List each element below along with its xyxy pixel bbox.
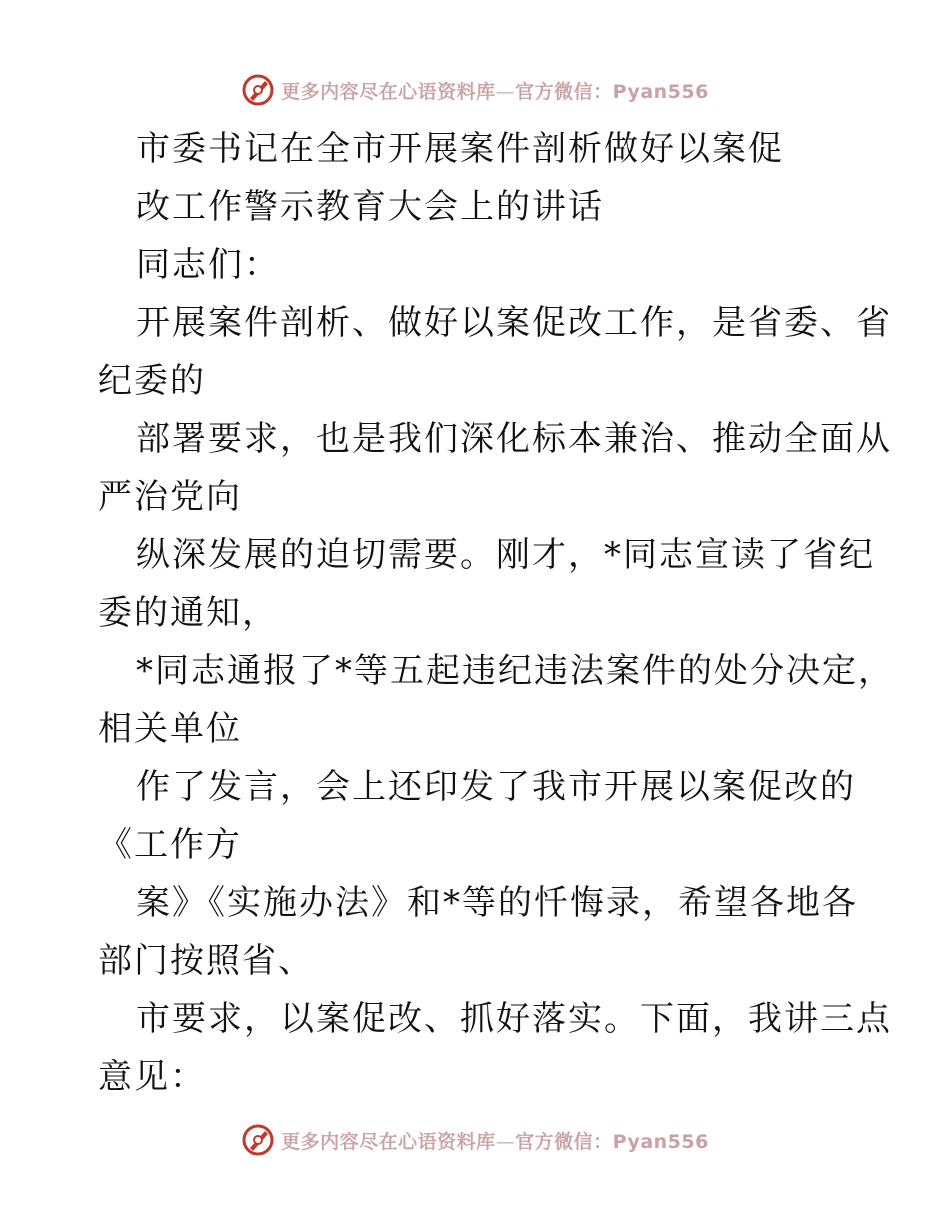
body-line: 纪委的 bbox=[98, 361, 206, 401]
header-banner-separator: — bbox=[495, 80, 516, 103]
footer-banner-text bbox=[281, 1127, 709, 1154]
body-line: *同志通报了*等五起违纪违法案件的处分决定， bbox=[136, 651, 894, 691]
body-line: 市要求，以案促改、抓好落实。下面，我讲三点 bbox=[136, 999, 892, 1039]
header-banner bbox=[0, 70, 950, 110]
footer-banner-wechat-id: Pyan556 bbox=[612, 1130, 709, 1153]
body-line: 作了发言，会上还印发了我市开展以案促改的 bbox=[136, 767, 856, 807]
title-line-2: 改工作警示教育大会上的讲话 bbox=[136, 187, 604, 227]
body-line: 部署要求，也是我们深化标本兼治、推动全面从 bbox=[136, 419, 892, 459]
header-banner-slogan: 更多内容尽在心语资料库 bbox=[281, 80, 496, 103]
pen-logo-icon bbox=[241, 73, 275, 107]
body-line: 意见： bbox=[98, 1057, 206, 1097]
header-banner-wechat-id: Pyan556 bbox=[612, 80, 709, 103]
body-line: 部门按照省、 bbox=[98, 941, 314, 981]
header-banner-wechat-label: 官方微信： bbox=[515, 80, 613, 103]
body-line: 严治党向 bbox=[98, 477, 242, 517]
salutation: 同志们： bbox=[136, 245, 280, 285]
body-line: 案》《实施办法》和*等的忏悔录，希望各地各 bbox=[136, 883, 858, 923]
footer-banner bbox=[0, 1120, 950, 1160]
body-line: 纵深发展的迫切需要。刚才，*同志宣读了省纪 bbox=[136, 535, 875, 575]
body-line: 相关单位 bbox=[98, 709, 242, 749]
footer-banner-wechat-label: 官方微信： bbox=[515, 1130, 613, 1153]
title-line-1: 市委书记在全市开展案件剖析做好以案促 bbox=[136, 129, 784, 169]
footer-banner-slogan: 更多内容尽在心语资料库 bbox=[281, 1130, 496, 1153]
body-line: 委的通知， bbox=[98, 593, 278, 633]
header-banner-text bbox=[281, 77, 709, 104]
body-line: 开展案件剖析、做好以案促改工作，是省委、省 bbox=[136, 303, 892, 343]
footer-banner-separator: — bbox=[495, 1130, 516, 1153]
pen-logo-icon bbox=[241, 1123, 275, 1157]
body-line: 《工作方 bbox=[98, 825, 242, 865]
document-body bbox=[98, 120, 894, 1106]
